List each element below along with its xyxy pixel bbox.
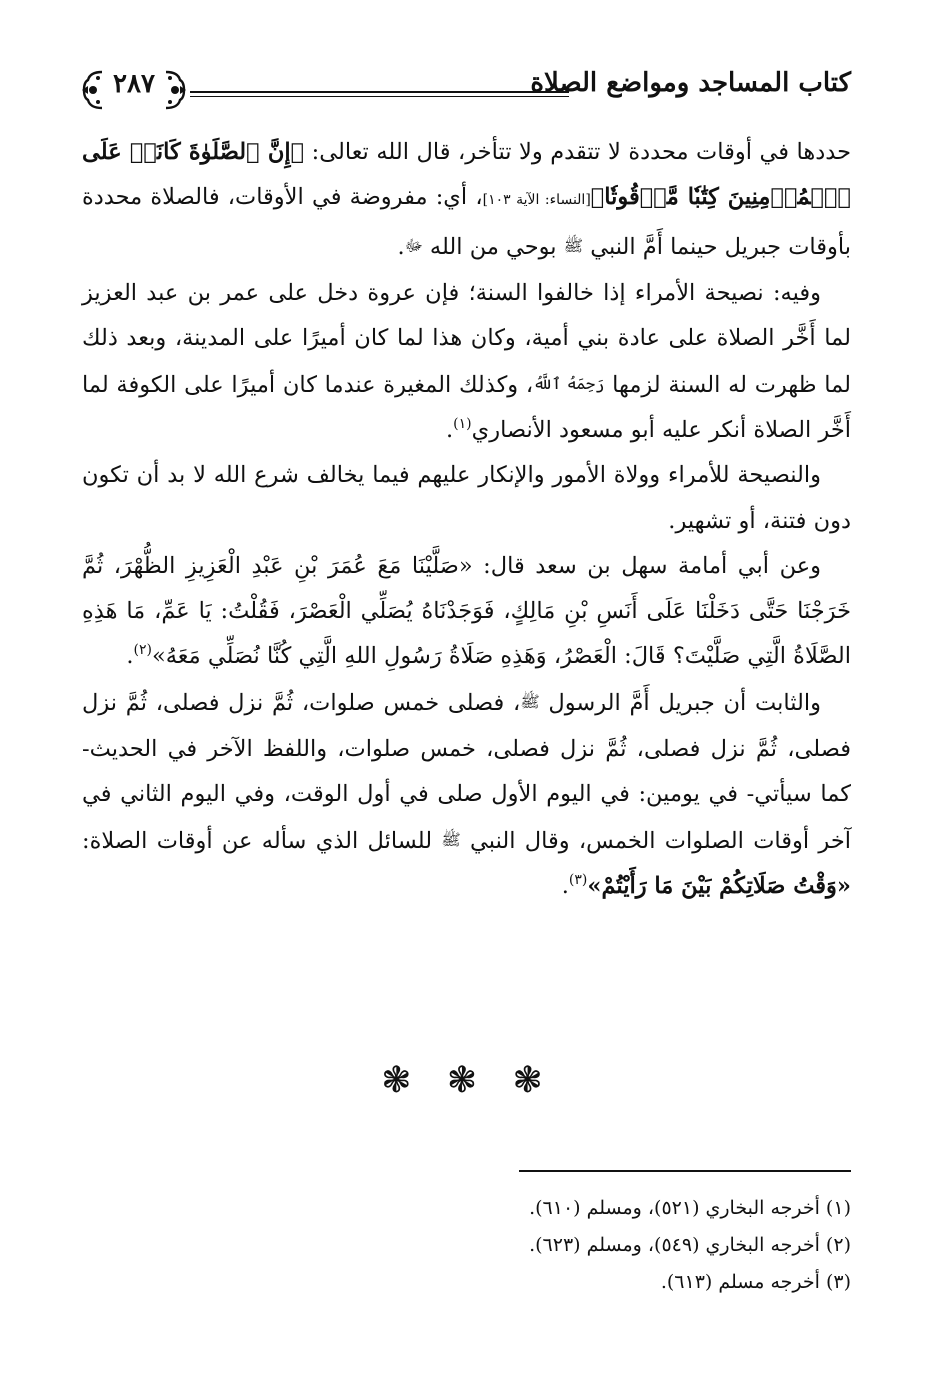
text-run: ، أي: مفروضة في الأوقات، فالصلاة محددة بأوقات جبريل حينما أَمَّ النبي	[82, 184, 851, 261]
page-number: ٢٨٧	[113, 69, 155, 99]
page-header	[80, 60, 851, 120]
text-run: .	[446, 417, 454, 444]
text-run: وفيه: نصيحة الأمراء إذا خالفوا السنة؛ فإن عروة دخل على عمر بن عبد العزيز لما أَخَّر الصلاة على عادة بني أمية، وكان هذا لما كان أميرًا على المدينة، وبعد ذلك لما ظهرت له السنة لزمها	[82, 279, 851, 399]
footnote-marker[interactable]: (١)	[453, 416, 472, 433]
text-run: .	[561, 873, 569, 900]
section-separator-icon: ❃ ❃ ❃	[381, 1060, 555, 1101]
hadith-text: وعن أبي أمامة سهل بن سعد قال: «صَلَّيْنَا مَعَ عُمَرَ بْنِ عَبْدِ الْعَزِيزِ الظُّهْرَ، ثُمَّ خَرَجْنَا حَتَّى دَخَلْنَا عَلَى أَنَسِ بْنِ مَالِكٍ، فَوَجَدْنَاهُ يُصَلِّي الْعَصْرَ، فَقُلْتُ: يَا عَمِّ، مَا هَذِهِ الصَّلَاةُ الَّتِي صَلَّيْتَ؟ قَالَ: الْعَصْرُ، وَهَذِهِ صَلَاةُ رَسُولِ اللهِ الَّتِي كُنَّا نُصَلِّي مَعَهُ»	[82, 552, 851, 670]
text-run: ، فصلى خمس صلوات، ثُمَّ نزل فصلى، ثُمَّ نزل فصلى، ثُمَّ نزل فصلى، ثُمَّ نزل فصلى، خمس صلوات، واللفظ الآخر في الحديث- كما سيأتي- في يومين: في اليوم الأول صلى في أول الوقت، وفي اليوم الثاني في آخر أوقات الصلوات الخمس، وقال النبي	[82, 690, 851, 855]
header-rule-thin	[190, 96, 569, 97]
header-rule	[190, 91, 569, 93]
footnote-marker[interactable]: (٣)	[568, 872, 588, 889]
text-run: ، وكذلك المغيرة عندما كان أميرًا على الكوفة لما أَخَّر الصلاة أنكر عليه أبو مسعود الأنصاري	[82, 372, 851, 444]
salawat-glyph: ﷺ	[520, 692, 540, 712]
salawat-glyph: ﷺ	[563, 236, 584, 256]
quran-verse: ﴿إِنَّ ٱلصَّلَوٰةَ كَانَتۡ عَلَى ٱلۡمُؤۡمِنِينَ كِتَٰبٗا مَّوۡقُوتٗا﴾	[82, 139, 851, 211]
paragraph-5	[82, 679, 851, 909]
footnote-1: (١) أخرجه البخاري (٥٢١)، ومسلم (٦١٠).	[529, 1197, 851, 1219]
text-run: .	[397, 234, 405, 261]
footnotes	[300, 1190, 851, 1301]
jalla-jalaluhu-glyph: ﷻ	[404, 236, 423, 256]
text-run: .	[126, 643, 134, 670]
paragraph-2	[82, 271, 851, 454]
paragraph-4	[82, 544, 851, 680]
main-text	[82, 130, 851, 909]
page-number-ornament	[80, 68, 188, 112]
footnote-divider	[519, 1170, 851, 1172]
salawat-glyph: ﷺ	[441, 830, 461, 850]
chapter-title: كتاب المساجد ومواضع الصلاة	[530, 68, 851, 98]
text-run: حددها في أوقات محددة لا تتقدم ولا تتأخر، قال الله تعالى:	[304, 139, 852, 165]
text-run: للسائل الذي سأله عن أوقات الصلاة:	[82, 828, 442, 855]
text-run: والثابت أن جبريل أَمَّ الرسول	[539, 690, 821, 717]
footnote-2: (٢) أخرجه البخاري (٥٤٩)، ومسلم (٦٢٣).	[529, 1234, 851, 1256]
text-run: والنصيحة للأمراء وولاة الأمور والإنكار عليهم فيما يخالف شرع الله لا بد أن تكون دون فتنة، أو تشهير.	[82, 462, 851, 534]
footnote-3: (٣) أخرجه مسلم (٦١٣).	[660, 1271, 851, 1293]
rahimahullah-glyph: رَحِمَهُ ٱللَّهُ	[533, 374, 605, 394]
paragraph-3	[82, 453, 851, 543]
text-run: بوحي من الله	[422, 234, 564, 261]
hadith-quote: «وَقْتُ صَلَاتِكُمْ بَيْنَ مَا رَأَيْتُمْ»	[587, 873, 851, 900]
footnote-marker[interactable]: (٢)	[133, 642, 152, 659]
verse-reference: [النساء: الآية ١٠٣]	[482, 192, 591, 209]
paragraph-1	[82, 130, 851, 271]
